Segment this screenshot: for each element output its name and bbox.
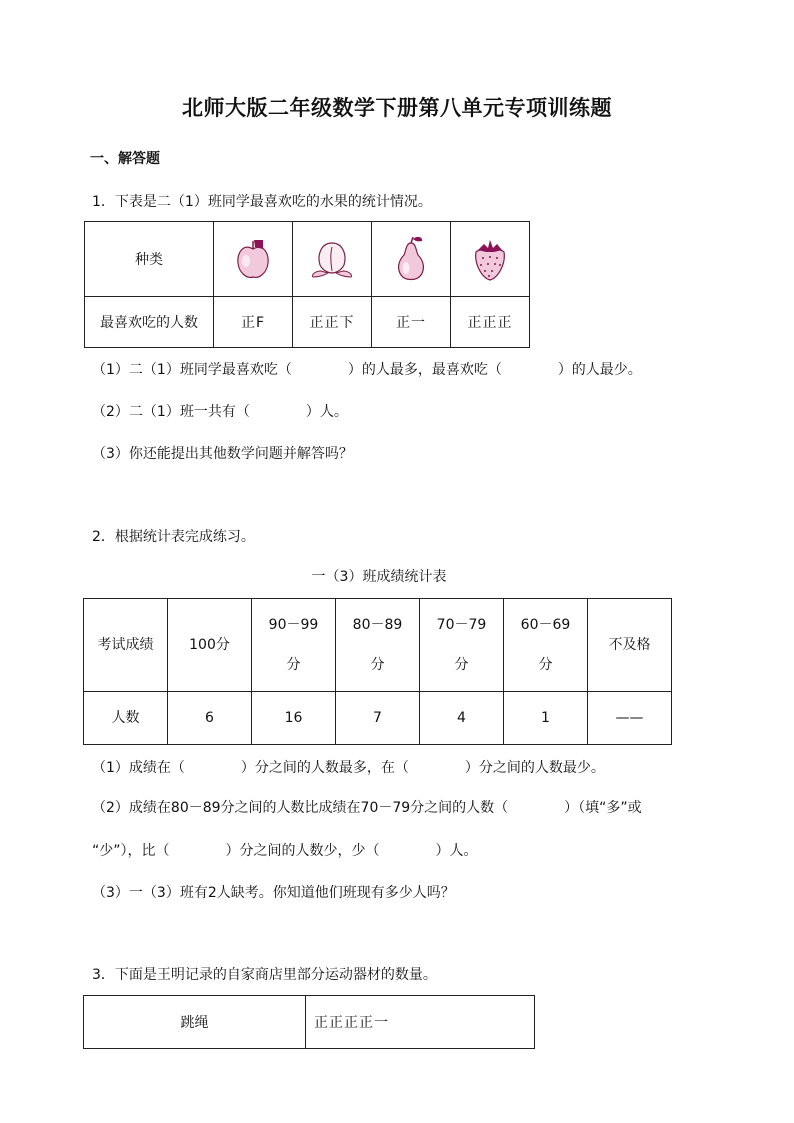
jump-rope-label: 跳绳 [84,996,306,1049]
count-70-79: 4 [420,692,504,745]
strawberry-icon [470,236,510,282]
strawberry-cell [451,222,530,297]
count-fail: —— [588,692,672,745]
strawberry-tally: 正正正 [451,297,530,348]
fruit-tally-table [84,221,530,348]
pear-cell [372,222,451,297]
q1-prompt: 1．下表是二（1）班同学最喜欢吃的水果的统计情况。 [92,194,432,210]
apple-icon [233,237,273,281]
score-90-99-header: 90－99 分 [252,599,336,692]
count-row-label: 人数 [84,692,168,745]
peach-icon [309,237,355,281]
score-60-69-header: 60－69 分 [504,599,588,692]
favorite-count-header: 最喜欢吃的人数 [85,297,214,348]
count-80-89: 7 [336,692,420,745]
q1-sub2: （2）二（1）班一共有（ ）人。 [92,404,348,420]
fruit-type-header: 种类 [85,222,214,297]
q2-sub2-line2: “少”），比（ ）分之间的人数少，少（ ）人。 [92,843,478,859]
score-fail-header: 不及格 [588,599,672,692]
peach-cell [293,222,372,297]
score-100-header: 100分 [168,599,252,692]
q3-prompt: 3．下面是王明记录的自家商店里部分运动器材的数量。 [92,967,437,983]
apple-cell [214,222,293,297]
score-80-89-header: 80－89 分 [336,599,420,692]
score-70-79-header: 70－79 分 [420,599,504,692]
pear-icon [391,235,431,283]
score-header: 考试成绩 [84,599,168,692]
q2-table-caption: 一（3）班成绩统计表 [311,569,447,585]
page-title: 北师大版二年级数学下册第八单元专项训练题 [182,96,612,120]
section-heading: 一、解答题 [90,151,160,167]
q1-sub3: （3）你还能提出其他数学问题并解答吗？ [92,446,353,462]
q1-sub1: （1）二（1）班同学最喜欢吃（ ）的人最多，最喜欢吃（ ）的人最少。 [92,362,642,378]
count-60-69: 1 [504,692,588,745]
q2-sub2-line1: （2）成绩在80－89分之间的人数比成绩在70－79分之间的人数（ ）（填“多”或 [92,800,642,816]
count-90-99: 16 [252,692,336,745]
pear-tally: 正一 [372,297,451,348]
apple-tally: 正F [214,297,293,348]
jump-rope-tally: 正正正正一 [306,996,535,1049]
sports-equipment-table [83,995,535,1049]
score-stats-table [83,598,672,745]
count-100: 6 [168,692,252,745]
q2-prompt: 2．根据统计表完成练习。 [92,529,255,545]
q2-sub3: （3）一（3）班有2人缺考。你知道他们班现有多少人吗？ [92,885,455,901]
q2-sub1: （1）成绩在（ ）分之间的人数最多，在（ ）分之间的人数最少。 [92,760,605,776]
peach-tally: 正正下 [293,297,372,348]
